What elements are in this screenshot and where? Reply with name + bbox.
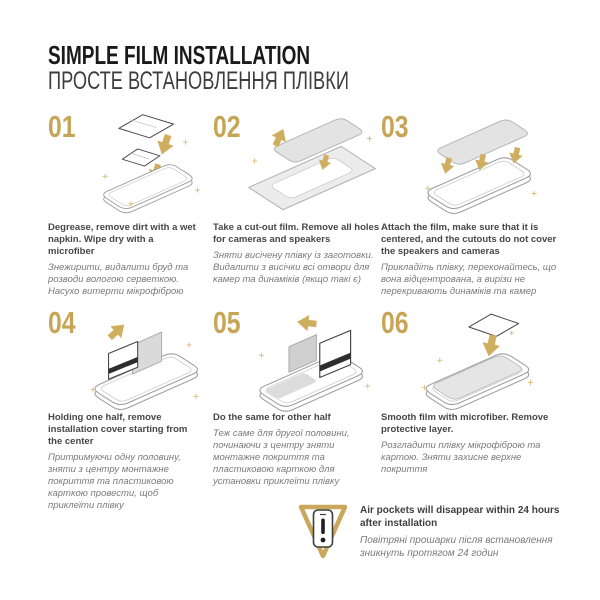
step-number: 01 xyxy=(48,109,76,144)
phone-icon xyxy=(104,165,192,213)
arrow-up-left-icon xyxy=(104,319,129,344)
step-number: 06 xyxy=(381,305,409,340)
note-text-uk: Повітряні прошарки після встановлення зникнуть протягом 24 годин xyxy=(360,535,553,559)
step-text xyxy=(48,222,198,298)
step-04-illustration xyxy=(76,298,213,415)
step-text-en: Degrease, remove dirt with a wet napkin. Wipe dry with a microfiber xyxy=(48,222,196,257)
step-06-illustration xyxy=(409,298,546,415)
step-01 xyxy=(48,104,213,300)
step-text-uk: Притримуючи одну половину, зняти з центру монтажне покриття та пластиковою карткою провести, щоб приклеїти плівку xyxy=(48,452,181,511)
step-text-en: Attach the film, make sure that it is centered, and the cutouts do not cover the speakers and cameras xyxy=(381,222,557,257)
page-title: SIMPLE FILM INSTALLATION xyxy=(48,40,311,71)
step-05-illustration xyxy=(241,298,378,415)
step-05 xyxy=(213,300,381,506)
step-03 xyxy=(381,104,560,300)
arrow-down-icon xyxy=(154,132,177,157)
step-06 xyxy=(381,300,560,506)
step-number: 05 xyxy=(213,305,241,340)
small-napkin-icon xyxy=(122,149,160,166)
step-text-uk: Теж саме для другої половини, починаючи з центру зняти монтажне покриття та пластиковою карткою для установки приклеїти плівку xyxy=(213,428,350,487)
step-text xyxy=(213,412,381,488)
step-01-illustration xyxy=(76,102,213,219)
step-text-uk: Прикладіть плівку, переконайтесь, що вона відцентрована, а вирізи не перекривають динаміків та камер xyxy=(381,262,557,297)
steps-grid xyxy=(48,104,560,511)
step-03-illustration xyxy=(409,102,546,219)
note-text xyxy=(360,500,572,560)
step-number: 02 xyxy=(213,109,241,144)
step-text-uk: Розгладити плівку мікрофіброю та картою. Зняти захисне верхне покриття xyxy=(381,440,541,475)
step-text xyxy=(48,412,198,512)
header xyxy=(48,40,444,96)
arrow-left-icon xyxy=(296,314,317,332)
warning-phone-icon xyxy=(296,500,350,562)
step-text xyxy=(381,222,559,298)
page-subtitle: ПРОСТЕ ВСТАНОВЛЕННЯ ПЛІВКИ xyxy=(48,66,349,96)
step-text-en: Holding one half, remove installation cover starting from the center xyxy=(48,412,188,447)
step-02 xyxy=(213,104,381,300)
step-text-uk: Знежирити, видалити бруд та розводи вологою серветкою. Насухо витерти мікрофіброю xyxy=(48,262,189,297)
note-text-en: Air pockets will disappear within 24 hours after installation xyxy=(360,505,560,529)
step-number: 04 xyxy=(48,305,76,340)
installation-note xyxy=(296,500,572,562)
step-number: 03 xyxy=(381,109,409,144)
step-text-uk: Зняти висічену плівку із заготовки. Видалити з висічки всі отвори для камер та динаміків (якщо такі є) xyxy=(213,250,374,285)
step-text xyxy=(213,222,381,286)
step-text xyxy=(381,412,559,476)
exclamation-icon xyxy=(321,519,326,543)
step-text-en: Take a cut-out film. Remove all holes for cameras and speakers xyxy=(213,222,380,245)
step-text-en: Do the same for other half xyxy=(213,412,331,423)
step-04 xyxy=(48,300,213,511)
step-02-illustration xyxy=(241,102,378,219)
step-text-en: Smooth film with microfiber. Remove protective layer. xyxy=(381,412,549,435)
